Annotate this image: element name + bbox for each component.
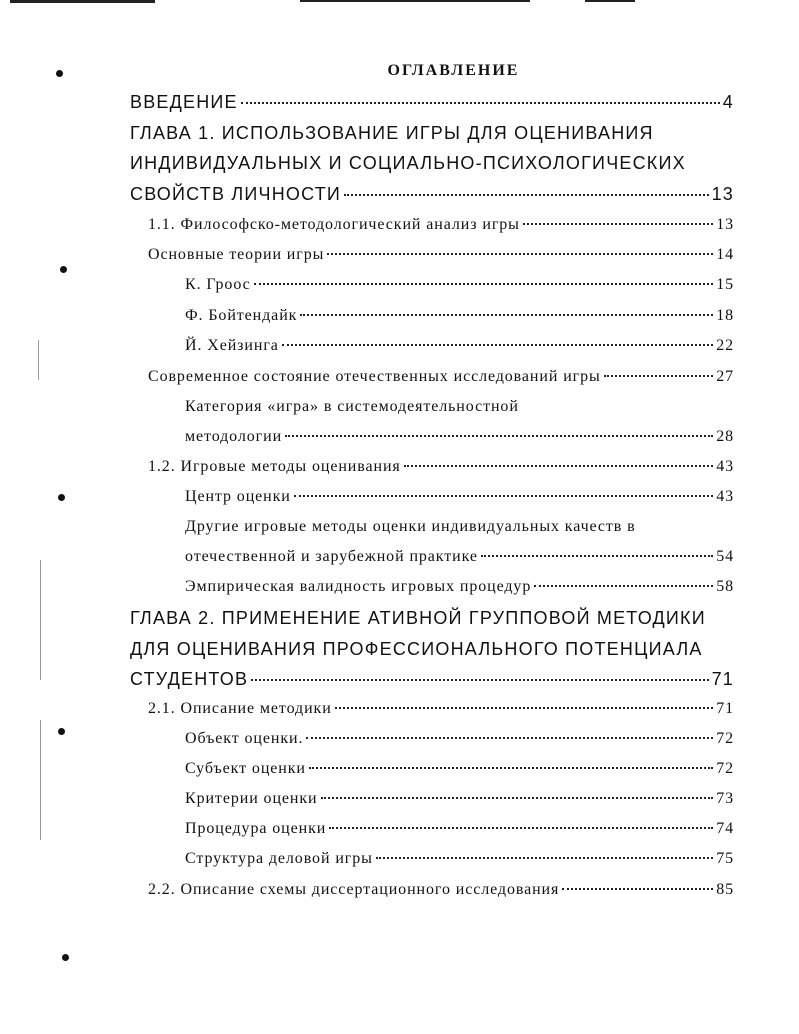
binder-hole-mark	[60, 266, 67, 273]
dot-leader	[404, 465, 714, 467]
page-number: 14	[716, 246, 734, 263]
page-number: 75	[716, 850, 734, 867]
dot-leader	[344, 194, 709, 196]
toc-entry-chapter2-line: ДЛЯ ОЦЕНИВАНИЯ ПРОФЕССИОНАЛЬНОГО ПОТЕНЦИАЛА	[130, 639, 703, 659]
binder-hole-mark	[62, 954, 69, 961]
dot-leader	[562, 888, 713, 890]
binder-hole-mark	[58, 494, 65, 501]
dot-leader	[300, 314, 713, 316]
toc-entry-section-1-1[interactable]: 1.1. Философско-методологический анализ игры 13	[148, 216, 734, 233]
page-number: 43	[716, 488, 734, 505]
toc-entry-empirical-validity[interactable]: Эмпирическая валидность игровых процедур 58	[185, 578, 734, 595]
toc-entry-other-methods-line: Другие игровые методы оценки индивидуальных качеств в	[185, 518, 636, 535]
dot-leader	[254, 283, 714, 285]
toc-entry-section-2-2[interactable]: 2.2. Описание схемы диссертационного исследования 85	[148, 881, 734, 898]
dot-leader	[251, 679, 708, 681]
margin-mark	[38, 340, 39, 380]
page-number: 73	[716, 790, 734, 807]
page-number: 22	[716, 337, 734, 354]
page-number: 18	[716, 307, 734, 324]
toc-entry-chapter2[interactable]: СТУДЕНТОВ 71	[130, 669, 734, 689]
dot-leader	[309, 767, 713, 769]
toc-entry-subject[interactable]: Субъект оценки 72	[185, 760, 734, 777]
toc-entry-chapter1-line: ГЛАВА 1. ИСПОЛЬЗОВАНИЕ ИГРЫ ДЛЯ ОЦЕНИВАНИЯ	[130, 123, 654, 143]
toc-entry-chapter2-line: ГЛАВА 2. ПРИМЕНЕНИЕ АТИВНОЙ ГРУППОВОЙ МЕТОДИКИ	[130, 608, 706, 628]
margin-mark	[40, 560, 41, 680]
dot-leader	[376, 857, 713, 859]
page-number: 71	[716, 700, 734, 717]
toc-entry-section-1-2[interactable]: 1.2. Игровые методы оценивания 43	[148, 458, 734, 475]
page-number: 13	[711, 184, 734, 204]
dot-leader	[327, 253, 713, 255]
binder-hole-mark	[58, 728, 65, 735]
dot-leader	[282, 344, 713, 346]
dot-leader	[329, 827, 713, 829]
toc-entry-modern-state[interactable]: Современное состояние отечественных исследований игры 27	[148, 368, 734, 385]
toc-entry-section-2-1[interactable]: 2.1. Описание методики 71	[148, 700, 734, 717]
toc-entry-criteria[interactable]: Критерии оценки 73	[185, 790, 734, 807]
page-number: 74	[716, 820, 734, 837]
toc-entry-procedure[interactable]: Процедура оценки 74	[185, 820, 734, 837]
page-number: 85	[716, 881, 734, 898]
toc-entry-huizinga[interactable]: Й. Хейзинга 22	[185, 337, 734, 354]
scan-edge-line	[300, 0, 530, 2]
toc-entry-assessment-center[interactable]: Центр оценки 43	[185, 488, 734, 505]
page-number: 58	[716, 578, 734, 595]
dot-leader	[481, 555, 713, 557]
toc-entry-category[interactable]: методологии 28	[185, 428, 734, 445]
dot-leader	[534, 585, 713, 587]
toc-entry-other-methods[interactable]: отечественной и зарубежной практике 54	[185, 548, 734, 565]
page-number: 13	[716, 216, 734, 233]
dot-leader	[285, 435, 713, 437]
margin-mark	[40, 720, 41, 840]
dot-leader	[294, 495, 713, 497]
page-title: ОГЛАВЛЕНИЕ	[387, 62, 520, 79]
toc-entry-introduction[interactable]: ВВЕДЕНИЕ 4	[130, 92, 734, 112]
page-number: 15	[716, 276, 734, 293]
toc-entry-category-line: Категория «игра» в системодеятельностной	[185, 398, 519, 415]
page-number: 72	[716, 760, 734, 777]
page-number: 71	[711, 669, 734, 689]
toc-entry-main-theories[interactable]: Основные теории игры 14	[148, 246, 734, 263]
page-number: 28	[716, 428, 734, 445]
scan-edge-line	[585, 0, 635, 2]
toc-entry-chapter1[interactable]: СВОЙСТВ ЛИЧНОСТИ 13	[130, 184, 734, 204]
toc-entry-groos[interactable]: К. Гроос 15	[185, 276, 734, 293]
page-number: 27	[716, 368, 734, 385]
page-number: 72	[716, 730, 734, 747]
dot-leader	[306, 737, 713, 739]
toc-entry-chapter1-line: ИНДИВИДУАЛЬНЫХ И СОЦИАЛЬНО-ПСИХОЛОГИЧЕСКИХ	[130, 153, 686, 173]
toc-entry-object[interactable]: Объект оценки. 72	[185, 730, 734, 747]
page-number: 43	[716, 458, 734, 475]
dot-leader	[321, 797, 714, 799]
scan-edge-line	[10, 0, 155, 3]
page-number: 4	[722, 92, 734, 112]
toc-entry-buytendijk[interactable]: Ф. Бойтендайк 18	[185, 307, 734, 324]
dot-leader	[604, 375, 713, 377]
dot-leader	[523, 223, 713, 225]
page-number: 54	[716, 548, 734, 565]
toc-entry-game-structure[interactable]: Структура деловой игры 75	[185, 850, 734, 867]
dot-leader	[241, 102, 720, 104]
dot-leader	[335, 707, 713, 709]
